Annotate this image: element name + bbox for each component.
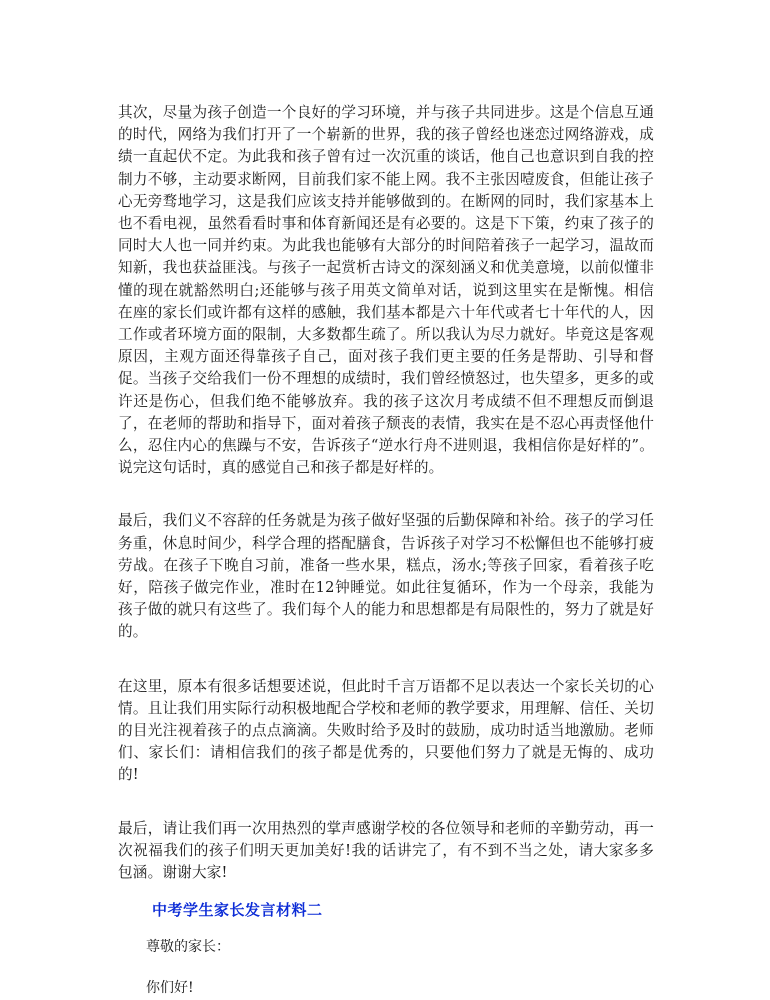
paragraph-spacer [118,787,654,818]
paragraph-spacer [118,884,654,899]
paragraph-learning-environment: 其次，尽量为孩子创造一个良好的学习环境，并与孩子共同进步。这是个信息互通的时代，网络为我们打开了一个崭新的世界，我的孩子曾经也迷恋过网络游戏，成绩一直起伏不定。为此我和孩子曾有过一次沉重的谈话，他自己也意识到自我的控制力不够，主动要求断网，目前我们家不能上网。我不主张因噎废食，但能让孩子心无旁骛地学习，这是我们应该支持并能够做到的。在断网的同时，我们家基本上也不看电视，虽然看看时事和体育新闻还是有必要的。这是下下策，约束了孩子的同时大人也一同并约束。为此我也能够有大部分的时间陪着孩子一起学习，温故而知新，我也获益匪浅。与孩子一起赏析古诗文的深刻涵义和优美意境，以前似懂非懂的现在就豁然明白;还能够与孩子用英文简单对话，说到这里实在是惭愧。相信在座的家长们或许都有这样的感触，我们基本都是六十年代或者七十年代的人，因工作或者环境方面的限制，大多数都生疏了。所以我认为尽力就好。毕竟这是客观原因，主观方面还得靠孩子自己，面对孩子我们更主要的任务是帮助、引导和督促。当孩子交给我们一份不理想的成绩时，我们曾经愤怒过，也失望多，更多的或许还是伤心，但我们绝不能够放弃。我的孩子这次月考成绩不但不理想反而倒退了，在老师的帮助和指导下，面对着孩子颓丧的表情，我实在是不忍心再责怪他什么，忍住内心的焦躁与不安，告诉孩子“逆水行舟不进则退，我相信你是好样的”。说完这句话时，真的感觉自己和孩子都是好样的。 [118,104,654,477]
paragraph-parent-concern: 在这里，原本有很多话想要述说，但此时千言万语都不足以表达一个家长关切的心情。且让我们用实际行动积极地配合学校和老师的教学要求，用理解、信任、关切的目光注视着孩子的点点滴滴。失败时给予及时的鼓励，成功时适当地激励。老师们、家长们：请相信我们的孩子都是优秀的，只要他们努力了就是无悔的、成功的! [118,677,654,784]
paragraph-spacer [118,479,654,510]
paragraph-spacer [118,644,654,676]
salutation: 尊敬的家长： [146,939,230,956]
document-body [118,102,654,999]
greeting: 你们好! [146,980,194,997]
section-title: 中考学生家长发言材料二 [152,901,323,920]
paragraph-closing-thanks: 最后，请让我们再一次用热烈的掌声感谢学校的各位领导和老师的辛勤劳动，再一次祝福我们的孩子们明天更加美好!我的话讲完了，有不到不当之处，请大家多多包涵。谢谢大家! [118,819,654,882]
paragraph-logistics-support: 最后，我们义不容辞的任务就是为孩子做好坚强的后勤保障和补给。孩子的学习任务重，休息时间少，科学合理的搭配膳食，告诉孩子对学习不松懈但也不能够打疲劳战。在孩子下晚自习前，准备一些水果，糕点，汤水;等孩子回家，看着孩子吃好，陪孩子做完作业，准时在12钟睡觉。如此往复循环，作为一个母亲，我能为孩子做的就只有这些了。我们每个人的能力和思想都是有局限性的，努力了就是好的。 [118,512,654,641]
